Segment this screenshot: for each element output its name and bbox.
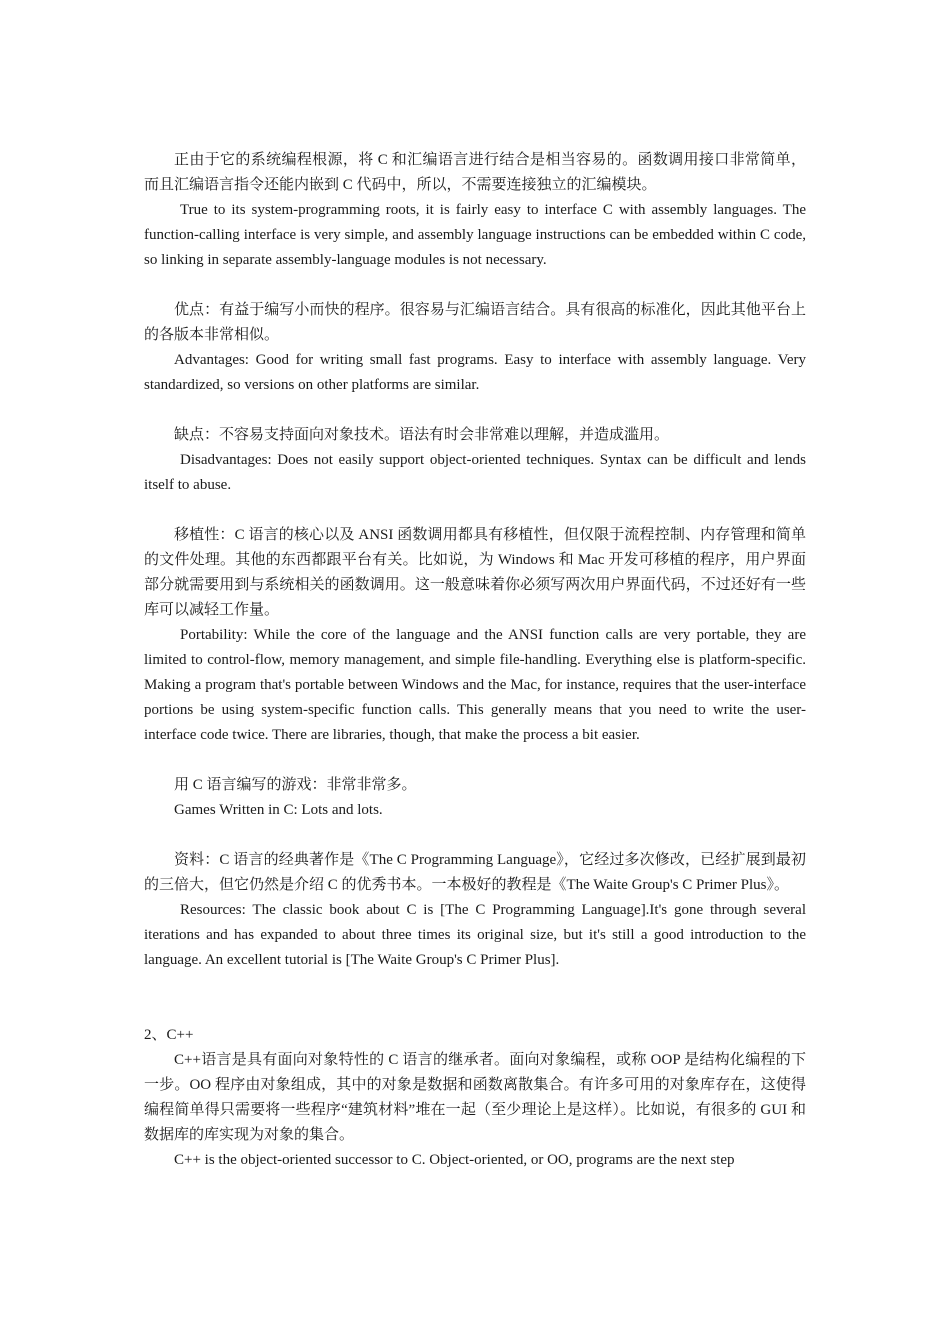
paragraph-portability-en: Portability: While the core of the language and the ANSI function calls are very portable, they are limited to control-flow, memory management, and simple file-handling. Everything else is platform-specific. Making a program that's portable between Windows and the Mac, for instance, requires that the user-interface portions be using system-specific function calls. This generally means that you need to write the user-interface code twice. There are libraries, though, that make the process a bit easier. xyxy=(144,627,806,743)
paragraph-disadvantages-zh: 缺点：不容易支持面向对象技术。语法有时会非常难以理解，并造成滥用。 xyxy=(174,427,670,443)
paragraph-resources-zh: 资料：C 语言的经典著作是《The C Programming Language》，它经过多次修改，已经扩展到最初的三倍大，但它仍然是介绍 C 的优秀书本。一本极好的教程是《The Waite Group's C Primer Plus》。 xyxy=(144,852,806,893)
spacer xyxy=(144,748,806,773)
paragraph-cpp-intro-zh: C++语言是具有面向对象特性的 C 语言的继承者。面向对象编程，或称 OOP 是结构化编程的下一步。OO 程序由对象组成，其中的对象是数据和函数离散集合。有许多可用的对象库存在，这使得编程简单得只需要将一些程序“建筑材料”堆在一起（至少理论上是这样）。比如说，有很多的 GUI 和数据库的库实现为对象的集合。 xyxy=(144,1052,806,1143)
spacer xyxy=(144,273,806,298)
spacer xyxy=(144,498,806,523)
paragraph-portability-zh: 移植性：C 语言的核心以及 ANSI 函数调用都具有移植性，但仅限于流程控制、内存管理和简单的文件处理。其他的东西都跟平台有关。比如说，为 Windows 和 Mac 开发可移植的程序，用户界面部分就需要用到与系统相关的函数调用。这一般意味着你必须写两次用户界面代码，不过还好有一些库可以减轻工作量。 xyxy=(144,527,806,618)
paragraph-cpp-intro-en: C++ is the object-oriented successor to C. Object-oriented, or OO, programs are the next step xyxy=(174,1152,735,1168)
spacer xyxy=(144,823,806,848)
document-page xyxy=(144,148,806,1173)
paragraph-resources-en: Resources: The classic book about C is [The C Programming Language].It's gone through several iterations and has expanded to about three times its original size, but it's still a good introduction to the language. An excellent tutorial is [The Waite Group's C Primer Plus]. xyxy=(144,902,806,968)
paragraph-games-zh: 用 C 语言编写的游戏：非常非常多。 xyxy=(174,777,417,793)
paragraph-c-intro-en: True to its system-programming roots, it is fairly easy to interface C with assembly languages. The function-calling interface is very simple, and assembly language instructions can be embedded within C code, so linking in separate assembly-language modules is not necessary. xyxy=(144,202,806,268)
paragraph-games-en: Games Written in C: Lots and lots. xyxy=(174,802,383,818)
paragraph-disadvantages-en: Disadvantages: Does not easily support object-oriented techniques. Syntax can be difficult and lends itself to abuse. xyxy=(144,452,806,493)
paragraph-advantages-zh: 优点：有益于编写小而快的程序。很容易与汇编语言结合。具有很高的标准化，因此其他平台上的各版本非常相似。 xyxy=(144,302,806,343)
paragraph-advantages-en: Advantages: Good for writing small fast programs. Easy to interface with assembly language. Very standardized, so versions on other platforms are similar. xyxy=(144,352,806,393)
section-heading-cpp: 2、C++ xyxy=(144,1027,194,1043)
spacer xyxy=(144,398,806,423)
spacer xyxy=(144,973,806,1023)
paragraph-c-intro-zh: 正由于它的系统编程根源，将 C 和汇编语言进行结合是相当容易的。函数调用接口非常简单，而且汇编语言指令还能内嵌到 C 代码中，所以，不需要连接独立的汇编模块。 xyxy=(144,152,806,193)
